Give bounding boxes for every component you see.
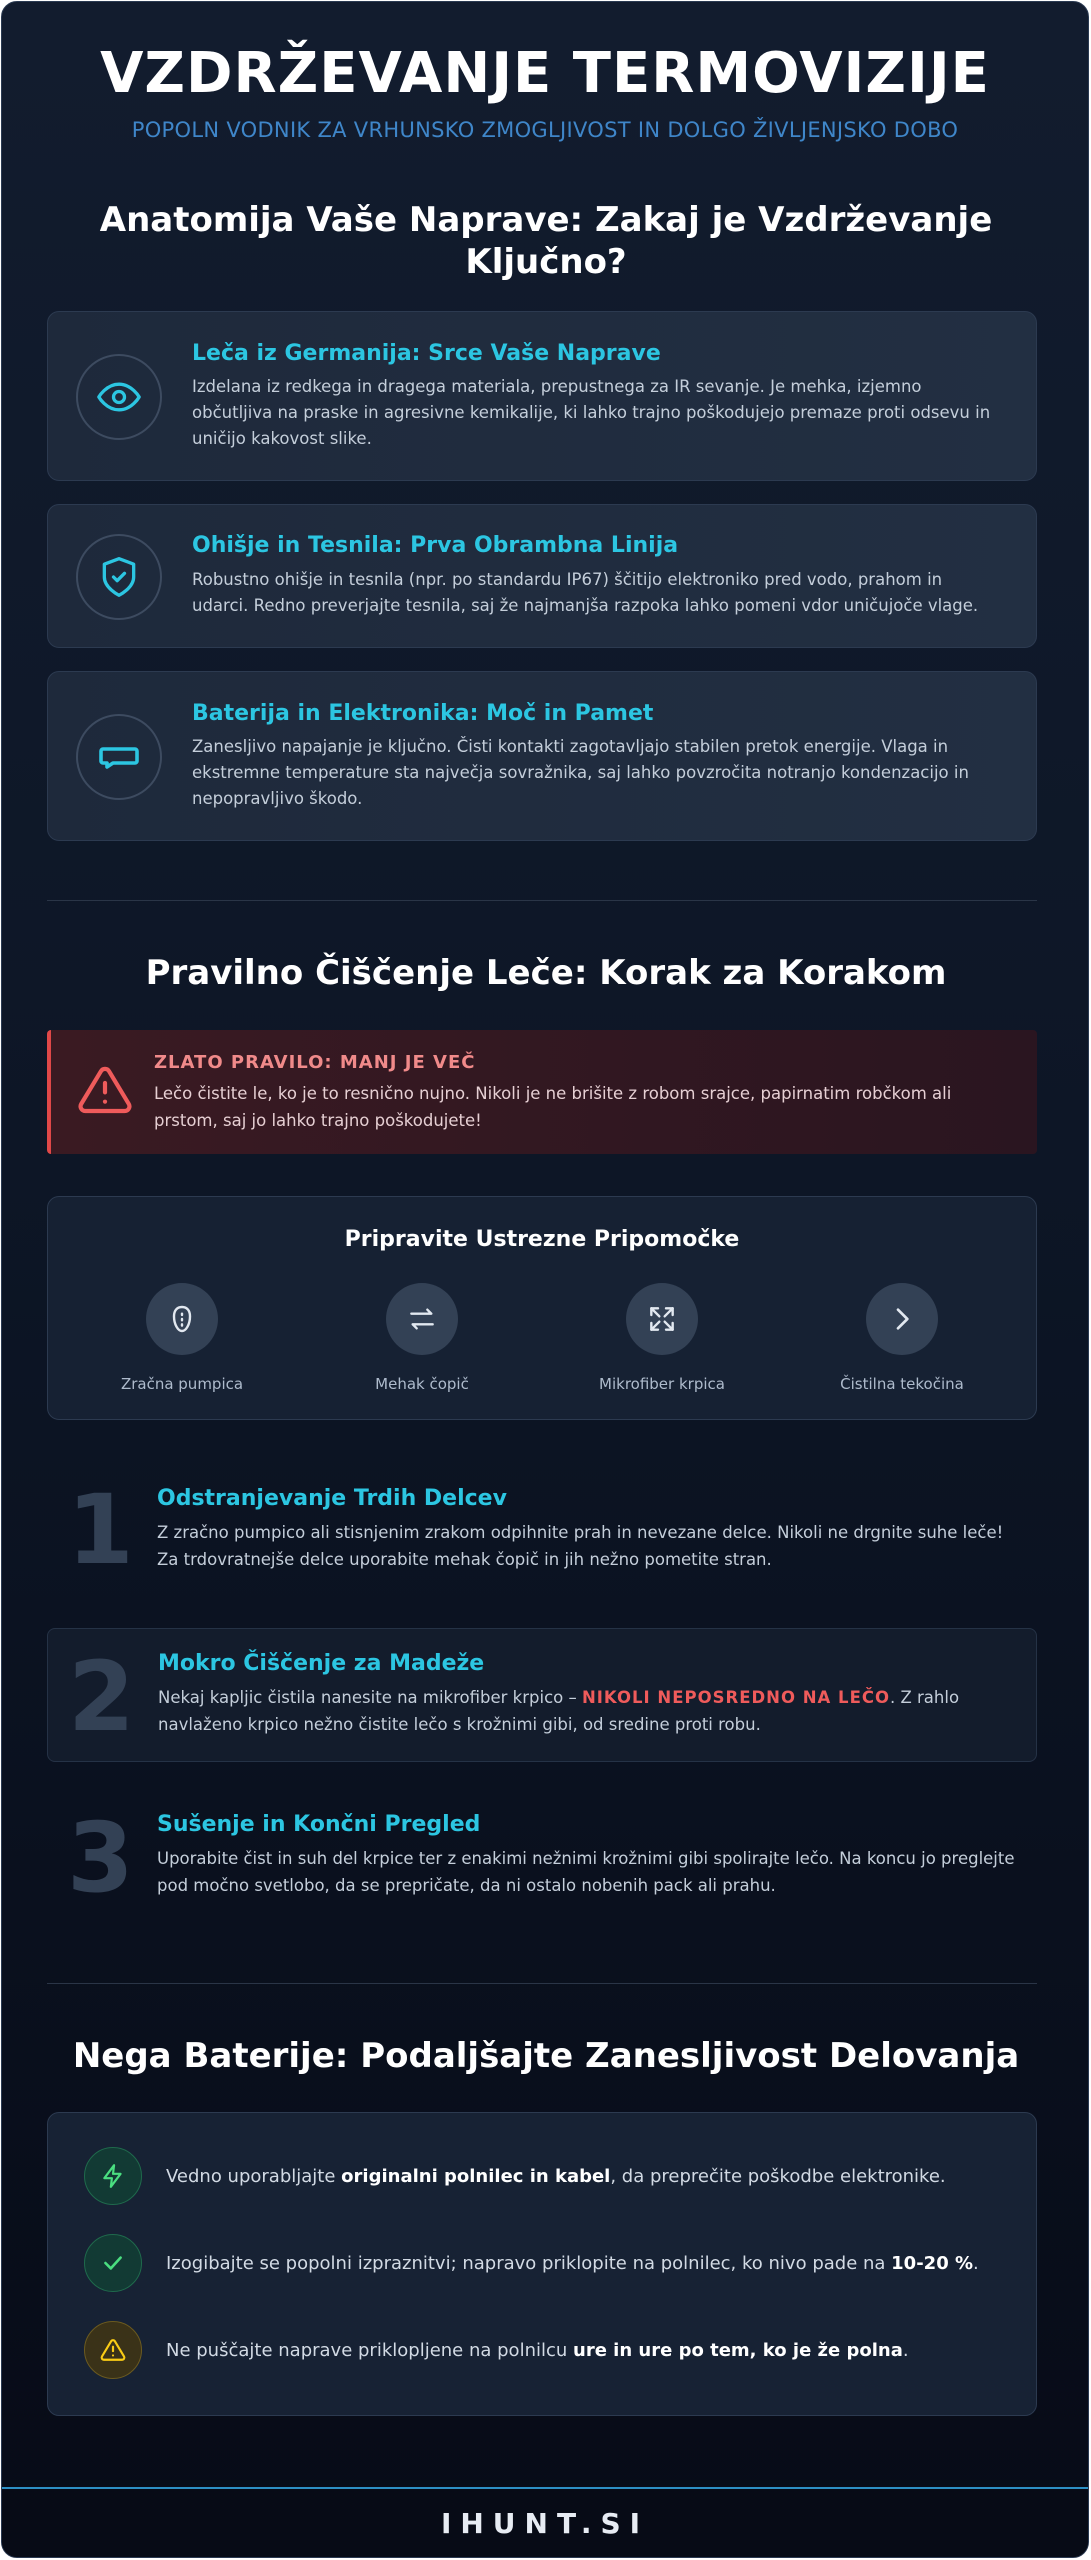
- eye-icon: [76, 354, 162, 440]
- battery-tips-panel: [47, 2112, 1037, 2416]
- anatomy-card-battery: [47, 671, 1037, 841]
- step-3: [47, 1788, 1037, 1918]
- tool-label: Čistilna tekočina: [840, 1375, 964, 1393]
- step-title: Mokro Čiščenje za Madeže: [158, 1651, 485, 1676]
- header: [2, 2, 1088, 142]
- cleaning-section-title: Pravilno Čiščenje Leče: Korak za Korakom: [145, 953, 947, 993]
- battery-tip-text: Izogibajte se popolni izpraznitvi; napravo priklopite na polnilec, ko nivo pade na 10-20 %.: [166, 2252, 979, 2274]
- brush-icon: [386, 1283, 458, 1355]
- golden-rule-callout: [47, 1030, 1037, 1154]
- tools-panel: [47, 1196, 1037, 1420]
- infographic-page: [1, 1, 1089, 2558]
- danger-emphasis: NIKOLI NEPOSREDNO NA LEČO: [581, 1688, 890, 1707]
- step-number: 1: [67, 1474, 134, 1586]
- step-text: Z zračno pumpico ali stisnjenim zrakom odpihnite prah in nevezane delce. Nikoli ne drgnite suhe leče! Za trdovratnejše delce uporabite mehak čopič in jih nežno pometite stran.: [157, 1523, 1004, 1569]
- page-title: VZDRŽEVANJE TERMOVIZIJE: [100, 41, 990, 106]
- card-title: Leča iz Germanija: Srce Vaše Naprave: [192, 341, 661, 366]
- card-text: Zanesljivo napajanje je ključno. Čisti kontakti zagotavljajo stabilen pretok energije. Vlaga in ekstremne temperature sta največja sovražnika, saj lahko povzročita notranjo kondenzacijo in nepopravljivo škodo.: [192, 737, 969, 808]
- anatomy-section-title: Anatomija Vaše Naprave: Zakaj je Vzdrževanje Ključno?: [99, 200, 993, 282]
- card-title: Baterija in Elektronika: Moč in Pamet: [192, 701, 654, 726]
- tool-item: [322, 1283, 522, 1393]
- battery-tip-text: Ne puščajte naprave priklopljene na polnilcu ure in ure po tem, ko je že polna.: [166, 2339, 909, 2361]
- golden-rule-text: Lečo čistite le, ko je to resnično nujno. Nikoli je ne brišite z robom srajce, papirnatim robčkom ali prstom, saj jo lahko trajno poškodujete!: [154, 1084, 952, 1130]
- battery-tip: [84, 2146, 1006, 2206]
- golden-rule-title: ZLATO PRAVILO: MANJ JE VEČ: [154, 1052, 476, 1073]
- alert-triangle-icon: [77, 1062, 133, 1122]
- step-title: Odstranjevanje Trdih Delcev: [157, 1486, 507, 1511]
- tools-title: Pripravite Ustrezne Pripomočke: [344, 1227, 740, 1252]
- step-title: Sušenje in Končni Pregled: [157, 1812, 481, 1837]
- shield-check-icon: [76, 534, 162, 620]
- message-icon: [76, 714, 162, 800]
- air-pump-icon: [146, 1283, 218, 1355]
- step-number: 3: [67, 1802, 134, 1914]
- section-divider: [47, 1983, 1037, 1984]
- card-text: Robustno ohišje in tesnila (npr. po standardu IP67) ščitijo elektroniko pred vodo, prahom in udarci. Redno preverjajte tesnila, saj že najmanjša razpoka lahko pomeni vdor uničujoče vlage.: [192, 570, 979, 615]
- section-divider: [47, 900, 1037, 901]
- step-text: Uporabite čist in suh del krpice ter z enakimi nežnimi krožnimi gibi spolirajte lečo. Na koncu jo preglejte pod močno svetlobo, da se prepričate, da ni ostalo nobenih pack ali prahu.: [157, 1849, 1015, 1895]
- tool-item: [562, 1283, 762, 1393]
- cloth-icon: [626, 1283, 698, 1355]
- tool-item: [802, 1283, 1002, 1393]
- anatomy-card-housing: [47, 504, 1037, 648]
- liquid-icon: [866, 1283, 938, 1355]
- warning-icon: [84, 2321, 142, 2379]
- step-1: [47, 1460, 1037, 1590]
- footer: [2, 2487, 1088, 2557]
- tool-item: [82, 1283, 282, 1393]
- tool-label: Mehak čopič: [375, 1375, 469, 1393]
- battery-tip: [84, 2233, 1006, 2293]
- tool-label: Zračna pumpica: [120, 1375, 244, 1393]
- battery-tip-text: Vedno uporabljajte originalni polnilec in kabel, da preprečite poškodbe elektronike.: [166, 2165, 946, 2187]
- tool-label: Mikrofiber krpica: [599, 1375, 725, 1393]
- card-text: Izdelana iz redkega in dragega materiala, prepustnega za IR sevanje. Je mehka, izjemno občutljiva na praske in agresivne kemikalije, ki lahko trajno poškodujejo premaze proti odsevu in uničijo kakovost slike.: [192, 377, 991, 448]
- check-icon: [84, 2234, 142, 2292]
- step-number: 2: [68, 1641, 135, 1753]
- page-subtitle: POPOLN VODNIK ZA VRHUNSKO ZMOGLJIVOST IN DOLGO ŽIVLJENJSKO DOBO: [131, 118, 959, 142]
- lightning-icon: [84, 2147, 142, 2205]
- battery-tip: [84, 2320, 1006, 2380]
- step-text: Nekaj kapljic čistila nanesite na mikrofiber krpico – NIKOLI NEPOSREDNO NA LEČO. Z rahlo navlaženo krpico nežno čistite lečo s krožnimi gibi, od sredine proti robu.: [158, 1688, 960, 1734]
- anatomy-card-lens: [47, 311, 1037, 481]
- card-title: Ohišje in Tesnila: Prva Obrambna Linija: [192, 533, 679, 558]
- footer-brand[interactable]: IHUNT.SI: [440, 2506, 650, 2540]
- battery-section-title: Nega Baterije: Podaljšajte Zanesljivost Delovanja: [72, 2036, 1020, 2076]
- step-2: [47, 1628, 1037, 1762]
